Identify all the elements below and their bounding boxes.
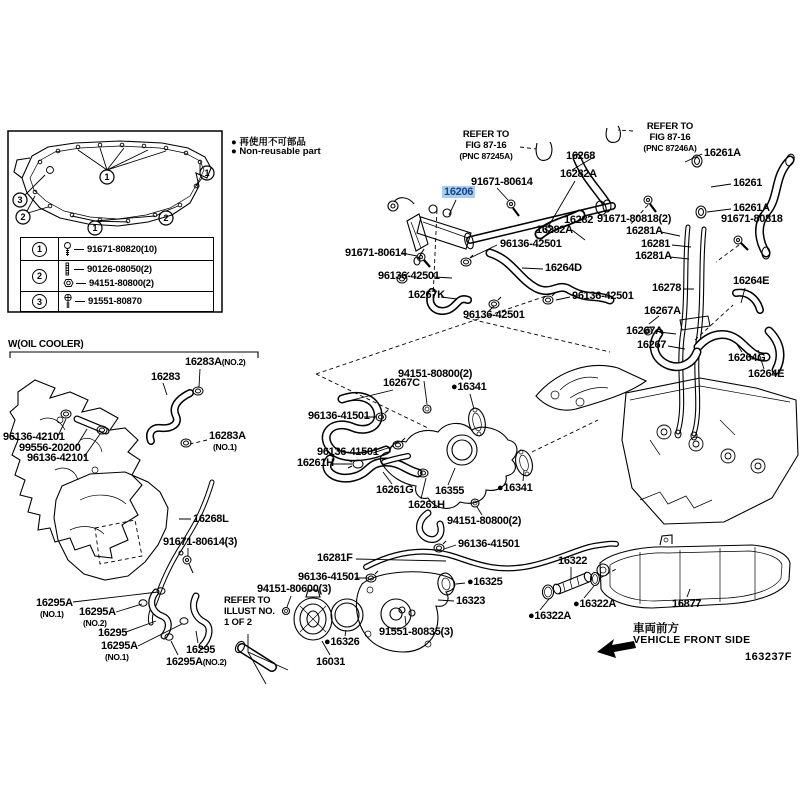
part-label-16267A[interactable]: 16267A bbox=[644, 305, 681, 317]
vehicle-front-label-ja: 車両前方 bbox=[633, 623, 679, 635]
part-label-96136-42501-b[interactable]: 96136-42501 bbox=[378, 270, 440, 282]
part-label-96136-41501-a[interactable]: 96136-41501 bbox=[308, 410, 370, 422]
part-label-16295A-no1-b[interactable]: 16295A (NO.1) bbox=[101, 640, 138, 662]
part-label-16267[interactable]: 16267 bbox=[637, 339, 667, 351]
part-label-16295A-no1-a[interactable]: 16295A (NO.1) bbox=[36, 597, 73, 619]
part-label-16261G[interactable]: 16261G bbox=[376, 484, 414, 496]
part-label-16282A[interactable]: 16282A bbox=[560, 168, 597, 180]
svg-text:1: 1 bbox=[204, 168, 210, 178]
part-label-96136-42101-b[interactable]: 96136-42101 bbox=[27, 452, 89, 464]
part-label-16031[interactable]: 16031 bbox=[316, 656, 346, 668]
nut-icon bbox=[63, 278, 74, 288]
part-label-96136-42501-c[interactable]: 96136-42501 bbox=[463, 309, 525, 321]
selected-part-label-16206[interactable]: 16206 bbox=[444, 186, 474, 198]
part-label-16355[interactable]: 16355 bbox=[435, 485, 465, 497]
part-label-96136-41501-c[interactable]: 96136-41501 bbox=[458, 538, 520, 550]
svg-text:1: 1 bbox=[92, 223, 98, 233]
part-label-16264D[interactable]: 16264D bbox=[545, 262, 582, 274]
part-label-96136-42501-d[interactable]: 96136-42501 bbox=[572, 290, 634, 302]
part-label-16295-b[interactable]: 16295 bbox=[186, 644, 216, 656]
part-label-16278[interactable]: 16278 bbox=[652, 282, 682, 294]
timing-cover-art bbox=[10, 380, 168, 580]
part-label-16281[interactable]: 16281 bbox=[641, 238, 671, 250]
part-label-16323[interactable]: 16323 bbox=[456, 595, 486, 607]
table-row: 91551-80870 bbox=[63, 295, 142, 309]
svg-text:2: 2 bbox=[163, 213, 169, 223]
part-label-94151-80800-b[interactable]: 94151-80800(2) bbox=[447, 515, 522, 527]
part-label-94151-80600[interactable]: 94151-80600(3) bbox=[257, 583, 332, 595]
svg-text:2: 2 bbox=[20, 212, 26, 222]
part-label-99556-20200[interactable]: 99556-20200 bbox=[19, 442, 81, 454]
legend-nonreusable-en: ● Non-reusable part bbox=[231, 146, 321, 157]
part-label-16322A-b[interactable]: ●16322A bbox=[528, 610, 572, 622]
part-label-16877[interactable]: 16877 bbox=[672, 598, 702, 610]
part-label-16261A-b[interactable]: 16261A bbox=[733, 202, 770, 214]
vehicle-front-label-en: VEHICLE FRONT SIDE bbox=[633, 634, 751, 646]
svg-text:3: 3 bbox=[17, 195, 23, 205]
part-label-16282A-b[interactable]: 16282A bbox=[536, 224, 573, 236]
part-label-16322[interactable]: 16322 bbox=[558, 555, 588, 567]
table-callout-2: 2 bbox=[21, 260, 58, 291]
refer-fig-note-right: REFER TO FIG 87-16 (PNC 87246A) bbox=[643, 121, 697, 154]
part-label-16283A-no2[interactable]: 16283A(NO.2) bbox=[185, 356, 246, 368]
stud-bolt-icon bbox=[63, 262, 72, 276]
part-label-16264G[interactable]: 16264G bbox=[728, 352, 766, 364]
part-label-16326[interactable]: ●16326 bbox=[324, 636, 360, 648]
table-row: 90126-08050(2) bbox=[63, 262, 152, 276]
part-label-91671-80614-b[interactable]: 91671-80614 bbox=[345, 247, 407, 259]
part-label-96136-42501-a[interactable]: 96136-42501 bbox=[500, 238, 562, 250]
part-label-16322A-a[interactable]: ●16322A bbox=[573, 598, 617, 610]
part-label-16281A-b[interactable]: 16281A bbox=[635, 250, 672, 262]
part-label-16341-a[interactable]: ●16341 bbox=[451, 381, 487, 393]
vehicle-front-arrow bbox=[597, 639, 636, 658]
part-label-16261H-b[interactable]: 16261H bbox=[408, 499, 445, 511]
part-label-16283[interactable]: 16283 bbox=[151, 371, 181, 383]
part-label-16261[interactable]: 16261 bbox=[733, 177, 763, 189]
part-label-16325[interactable]: ●16325 bbox=[467, 576, 503, 588]
legend-nonreusable-ja: ● 再使用不可部品 bbox=[231, 137, 306, 148]
part-label-16341-b[interactable]: ●16341 bbox=[497, 482, 533, 494]
part-label-16283A-no1[interactable]: 16283A (NO.1) bbox=[209, 430, 246, 452]
engine-block-art bbox=[536, 366, 798, 524]
part-label-16281A[interactable]: 16281A bbox=[626, 225, 663, 237]
part-label-91671-80818[interactable]: 91671-80818 bbox=[721, 213, 783, 225]
part-label-96136-42101-a[interactable]: 96136-42101 bbox=[3, 431, 65, 443]
table-callout-3: 3 bbox=[21, 291, 58, 311]
flange-bolt-icon bbox=[63, 294, 73, 309]
part-label-16295A-no2-b[interactable]: 16295A(NO.2) bbox=[166, 656, 227, 668]
part-label-16267C[interactable]: 16267C bbox=[383, 377, 420, 389]
part-label-16264E[interactable]: 16264E bbox=[733, 275, 770, 287]
diagram-code: 163237F bbox=[745, 651, 792, 663]
part-label-16261H[interactable]: 16261H bbox=[297, 457, 334, 469]
part-label-16281F[interactable]: 16281F bbox=[317, 552, 353, 564]
oil-cooler-section-title: W(OIL COOLER) bbox=[8, 339, 84, 350]
part-label-16295-a[interactable]: 16295 bbox=[98, 627, 128, 639]
part-label-91671-80614[interactable]: 91671-80614 bbox=[471, 176, 533, 188]
table-row: 94151-80800(2) bbox=[63, 276, 154, 290]
table-callout-1: 1 bbox=[21, 238, 58, 260]
part-label-16261A[interactable]: 16261A bbox=[704, 147, 741, 159]
part-label-16295A-no2-a[interactable]: 16295A (NO.2) bbox=[79, 606, 116, 628]
part-label-16267A-b[interactable]: 16267A bbox=[626, 325, 663, 337]
part-label-16264E-b[interactable]: 16264E bbox=[748, 368, 785, 380]
part-label-96136-41501-d[interactable]: 96136-41501 bbox=[298, 571, 360, 583]
part-label-91671-80614-3[interactable]: 91671-80614(3) bbox=[163, 536, 238, 548]
refer-fig-note-left: REFER TO FIG 87-16 (PNC 87245A) bbox=[459, 129, 513, 162]
part-label-16267K[interactable]: 16267K bbox=[408, 289, 445, 301]
bolt-icon bbox=[63, 242, 72, 257]
part-label-91551-80835[interactable]: 91551-80835(3) bbox=[379, 626, 454, 638]
part-label-94151-80800-a[interactable]: 94151-80800(2) bbox=[398, 368, 473, 380]
part-label-96136-41501-b[interactable]: 96136-41501 bbox=[317, 446, 379, 458]
table-row: 91671-80820(10) bbox=[63, 242, 157, 256]
part-label-16268L[interactable]: 16268L bbox=[193, 513, 229, 525]
inset-parts-table bbox=[20, 237, 214, 312]
svg-text:1: 1 bbox=[104, 172, 110, 182]
part-label-16282[interactable]: 16282 bbox=[564, 214, 594, 226]
part-label-91671-80818-2[interactable]: 91671-80818(2) bbox=[597, 213, 672, 225]
part-label-16268[interactable]: 16268 bbox=[566, 150, 596, 162]
refer-illust-note: REFER TO ILLUST NO. 1 OF 2 bbox=[224, 595, 275, 629]
